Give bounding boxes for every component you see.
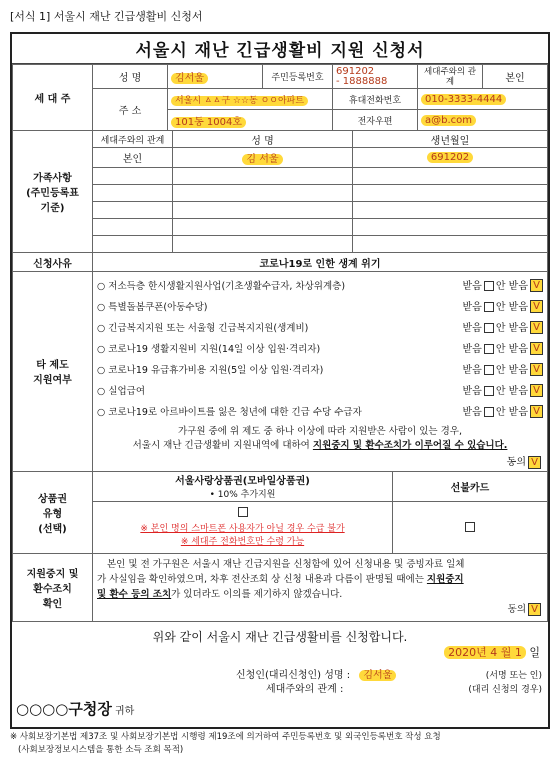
other-system-item-label: ○ 코로나19로 아르바이트를 잃은 청년에 대한 긴급 수당 수급자 (97, 406, 362, 418)
family-row3-relation[interactable] (93, 185, 173, 202)
family-col-name: 성 명 (173, 131, 353, 148)
recovery-text2-plain: 가 사실임을 확인하였으며, 차후 전산조회 상 신청 내용과 다름이 판명될 때에는 (97, 574, 427, 585)
family-row1-name-field[interactable] (173, 148, 353, 168)
other-systems-agree (93, 453, 547, 469)
rrn-value-front: 691202 (336, 65, 375, 77)
family-section-label (13, 131, 93, 253)
address-line2-field[interactable] (168, 110, 333, 131)
recipient (16, 698, 134, 719)
voucher-option2-checkbox[interactable] (465, 522, 475, 532)
recovery-agree-label: 동의 (507, 604, 526, 615)
other-systems-list (93, 274, 547, 421)
phone-label: 휴대전화번호 (333, 89, 418, 110)
recovery-text2-emphasis: 지원중지 (426, 574, 464, 585)
email-label: 전자우편 (333, 110, 418, 131)
family-section-line1: 가족사항 (33, 173, 72, 184)
householder-section-label: 세 대 주 (13, 65, 93, 131)
family-section-line3: 기준) (40, 203, 65, 214)
other-system-item-label: ○ 긴급복지지원 또는 서울형 긴급복지지원(생계비) (97, 322, 309, 334)
recovery-text3-emphasis: 및 환수 등의 조치 (97, 589, 172, 600)
not-received-checkbox[interactable]: V (530, 384, 543, 397)
family-row5-relation[interactable] (93, 219, 173, 236)
received-checkbox[interactable] (484, 323, 494, 333)
other-system-choices (463, 382, 544, 398)
not-received-label: 안 받음 (495, 364, 528, 376)
family-row4-birth[interactable] (353, 202, 548, 219)
name-label: 성 명 (93, 65, 168, 89)
other-system-choices (463, 403, 544, 419)
family-row1-name: 김 서울 (242, 154, 282, 165)
recovery-text2 (97, 572, 543, 587)
family-col-relation: 세대주와의 관계 (93, 131, 173, 148)
email-field[interactable] (418, 110, 548, 131)
family-row6-name[interactable] (173, 236, 353, 253)
family-row2-relation[interactable] (93, 168, 173, 185)
family-row1-birth: 691202 (427, 152, 473, 163)
not-received-label: 안 받음 (495, 343, 528, 355)
received-label: 받음 (462, 280, 482, 292)
received-label: 받음 (462, 364, 482, 376)
voucher-option2-title: 선불카드 (393, 471, 548, 501)
recovery-agree-checkbox[interactable]: V (528, 603, 541, 616)
recovery-text3-plain: 가 있더라도 이의를 제기하지 않겠습니다. (171, 589, 343, 600)
footer-line1: ※ 사회보장기본법 제37조 및 사회보장기본법 시행령 제19조에 의거하여 주민등록번호 및 외국인등록번호 작성 요청 (10, 732, 441, 742)
received-checkbox[interactable] (484, 407, 494, 417)
relation-label: 세대주와의 관계 (418, 65, 483, 89)
recovery-text1: 본인 및 전 가구원은 서울시 재난 긴급지원을 신청함에 있어 신청내용 및 증빙자료 일체 (107, 559, 465, 570)
voucher-table (12, 471, 548, 554)
other-system-item-label: ○ 실업급여 (97, 385, 146, 397)
voucher-warning2: ※ 세대주 전화번호만 수령 가능 (180, 537, 305, 547)
received-checkbox[interactable] (484, 281, 494, 291)
sign-statement: 위와 같이 서울시 재난 긴급생활비를 신청합니다. (152, 629, 408, 644)
received-checkbox[interactable] (484, 386, 494, 396)
notice-emphasis: 지원중지 및 환수조치가 이루어질 수 있습니다. (312, 440, 508, 451)
family-row6-relation[interactable] (93, 236, 173, 253)
form-title: 서울시 재난 긴급생활비 지원 신청서 (12, 34, 548, 64)
voucher-line1: 상품권 (38, 493, 67, 505)
received-label: 받음 (462, 301, 482, 313)
address-label: 주 소 (93, 89, 168, 131)
family-row5-birth[interactable] (353, 219, 548, 236)
sign-date[interactable] (444, 644, 540, 660)
family-col-birth: 생년월일 (353, 131, 548, 148)
recovery-agree (97, 602, 543, 617)
other-system-row (93, 316, 547, 337)
family-row4-relation[interactable] (93, 202, 173, 219)
voucher-option1-sub: • 10% 추가지원 (209, 490, 276, 500)
applicant-label: 신청인(대리신청인) 성명 : (236, 669, 351, 681)
received-label: 받음 (462, 343, 482, 355)
sign-block (12, 622, 548, 718)
applicant-relation-note: (대리 신청의 경우) (468, 684, 542, 695)
application-form (10, 32, 550, 729)
other-systems-table (12, 271, 548, 472)
sign-date-value: 2020년 4 월 1 (444, 646, 526, 659)
received-checkbox[interactable] (484, 365, 494, 375)
email-value: a@b.com (421, 115, 476, 126)
not-received-label: 안 받음 (495, 385, 528, 397)
address-line1-field[interactable] (168, 89, 333, 110)
address-line1-value: 서울시 ㅿㅿ구 ☆☆동 ㅇㅇ아파트 (171, 96, 308, 106)
phone-field[interactable] (418, 89, 548, 110)
rrn-label: 주민등록번호 (263, 65, 333, 89)
not-received-label: 안 받음 (495, 301, 528, 313)
family-row2-birth[interactable] (353, 168, 548, 185)
householder-table (12, 64, 548, 131)
family-row3-name[interactable] (173, 185, 353, 202)
rrn-field[interactable] (333, 65, 418, 89)
other-system-choices (463, 277, 544, 293)
not-received-label: 안 받음 (495, 280, 528, 292)
family-row5-name[interactable] (173, 219, 353, 236)
received-label: 받음 (462, 406, 482, 418)
family-section-line2: (주민등록표 (26, 188, 79, 199)
applicant-relation-label: 세대주와의 관계 : (266, 683, 344, 695)
voucher-line3: (선택) (38, 523, 67, 535)
not-received-checkbox[interactable]: V (530, 405, 543, 418)
other-system-item-label: ○ 특별돌봄쿠폰(아동수당) (97, 301, 208, 313)
other-system-row (93, 295, 547, 316)
family-row3-birth[interactable] (353, 185, 548, 202)
received-label: 받음 (462, 385, 482, 397)
rrn-value-back: - 1888888 (336, 75, 388, 87)
footer-note (10, 731, 550, 757)
phone-value: 010-3333-4444 (421, 94, 506, 105)
recipient-name: ○○○○구청장 (16, 699, 112, 718)
received-checkbox[interactable] (484, 344, 494, 354)
voucher-option1-checkbox[interactable] (238, 507, 248, 517)
seal-label: (서명 또는 인) (485, 670, 542, 681)
voucher-warning1: ※ 본인 명의 스마트폰 사용자가 아닐 경우 수급 불가 (140, 524, 345, 534)
voucher-option1-title: 서울사랑상품권(모바일상품권) (175, 476, 310, 487)
voucher-section-label (13, 471, 93, 553)
relation-value: 본인 (483, 65, 548, 89)
recovery-table (12, 553, 548, 622)
address-line2-value: 101동 1004호 (171, 117, 246, 128)
family-row6-birth[interactable] (353, 236, 548, 253)
received-label: 받음 (462, 322, 482, 334)
not-received-checkbox[interactable]: V (530, 342, 543, 355)
other-systems-agree-label: 동의 (506, 457, 526, 468)
family-table (12, 130, 548, 253)
recovery-section-label (13, 553, 93, 621)
other-system-choices (463, 319, 544, 335)
other-system-item-label: ○ 코로나19 생활지원비 지원(14일 이상 입원·격리자) (97, 343, 321, 355)
family-row1-birth-field[interactable] (353, 148, 548, 168)
recovery-line2: 환수조치 (33, 583, 72, 595)
reason-value[interactable]: 코로나19로 인한 생계 위기 (93, 253, 548, 272)
other-system-choices (463, 298, 544, 314)
other-system-row (93, 274, 547, 295)
reason-table (12, 252, 548, 272)
other-system-item-label: ○ 코로나19 유급휴가비용 지원(5일 이상 입원·격리자) (97, 364, 324, 376)
other-systems-line2: 지원여부 (33, 375, 72, 387)
other-system-row (93, 337, 547, 358)
family-row1-relation: 본인 (93, 148, 173, 168)
family-row4-name[interactable] (173, 202, 353, 219)
other-system-choices (463, 340, 544, 356)
other-system-item-label: ○ 저소득층 한시생활지원사업(기초생활수급자, 차상위계층) (97, 280, 346, 292)
voucher-line2: 유형 (42, 508, 63, 520)
name-value: 김서울 (171, 73, 208, 84)
other-systems-line1: 타 제도 (36, 360, 69, 372)
applicant-row (236, 666, 396, 681)
recovery-line3: 확인 (42, 598, 63, 610)
other-systems-agree-checkbox[interactable]: V (528, 456, 541, 469)
recovery-line1: 지원중지 및 (26, 568, 79, 580)
form-number-label: [서식 1] 서울시 재난 긴급생활비 신청서 (10, 10, 203, 23)
other-system-row (93, 400, 547, 421)
not-received-checkbox[interactable]: V (530, 363, 543, 376)
sign-date-day: 일 (529, 645, 540, 659)
not-received-checkbox[interactable]: V (530, 300, 543, 313)
recovery-text3 (97, 587, 543, 602)
other-systems-notice-line2 (93, 437, 547, 451)
reason-label: 신청사유 (13, 253, 93, 272)
not-received-checkbox[interactable]: V (530, 279, 543, 292)
not-received-checkbox[interactable]: V (530, 321, 543, 334)
recipient-suffix: 귀하 (115, 705, 135, 717)
other-systems-section-label (13, 272, 93, 472)
received-checkbox[interactable] (484, 302, 494, 312)
not-received-label: 안 받음 (495, 322, 528, 334)
other-system-choices (463, 361, 544, 377)
other-system-row (93, 358, 547, 379)
name-field[interactable] (168, 65, 263, 89)
family-row2-name[interactable] (173, 168, 353, 185)
other-system-row (93, 379, 547, 400)
applicant-value[interactable]: 김서울 (359, 670, 396, 681)
notice-plain: 서울시 재난 긴급생활비 지원내역에 대하여 (132, 440, 313, 451)
not-received-label: 안 받음 (495, 406, 528, 418)
footer-line2: (사회보장정보시스템을 통한 소득 조회 목적) (18, 745, 184, 755)
other-systems-notice-line1: 가구원 중에 위 제도 중 하나 이상에 따라 지원받은 사람이 있는 경우, (177, 426, 463, 437)
